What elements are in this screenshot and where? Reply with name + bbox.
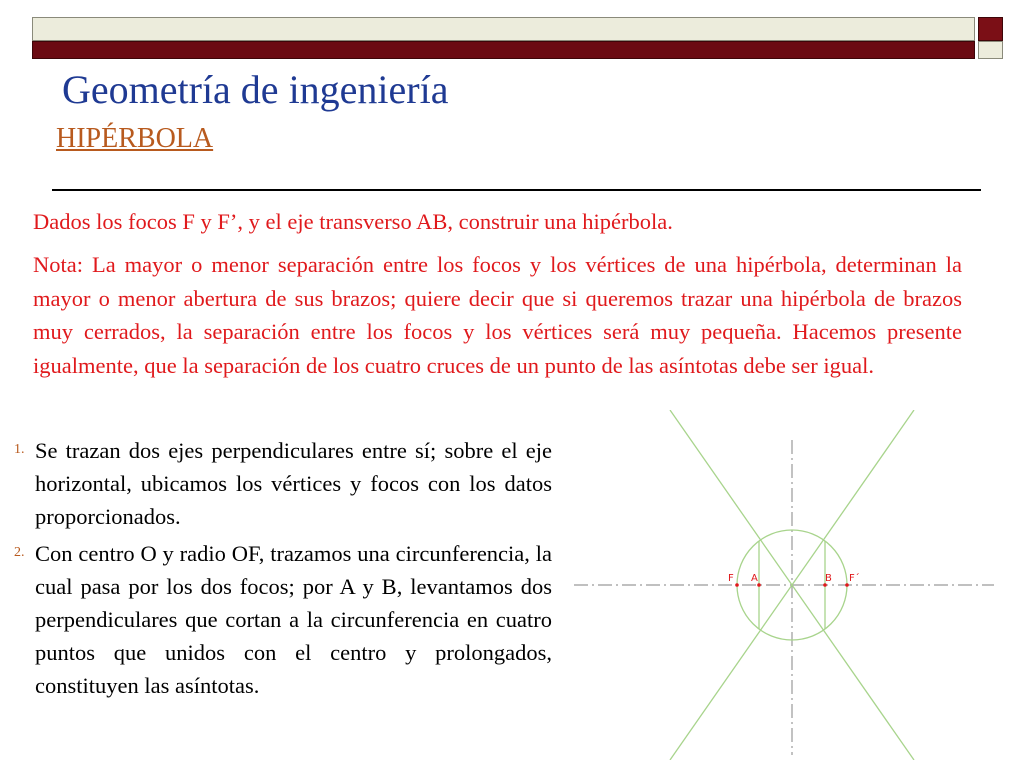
header-band-dark [32,41,975,59]
step-number: 1. [14,442,25,457]
label-f-prime: F´ [849,573,860,584]
label-a: A [751,573,758,584]
label-b: B [825,573,832,584]
divider-line [52,189,981,191]
focus-f-point [735,583,739,587]
step-number: 2. [14,545,25,560]
label-f: F [728,573,734,584]
hyperbola-construction-figure [568,410,1000,760]
slide-subtitle: HIPÉRBOLA [56,123,214,154]
list-item [14,434,552,533]
step-text: Se trazan dos ejes perpendiculares entre sí; sobre el eje horizontal, ubicamos los vértices y focos con los datos proporcionados. [35,438,552,529]
step-text: Con centro O y radio OF, trazamos una circunferencia, la cual pasa por los dos focos; por A y B, levantamos dos perpendiculares que cortan a la circunferencia en cuatro puntos que unidos con el centro y prolongados, constituyen las asíntotas. [35,541,552,698]
note-text: Nota: La mayor o menor separación entre los focos y los vértices de una hipérbola, determinan la mayor o menor abertura de sus brazos; quiere decir que si queremos trazar una hipérbola de brazos muy cerrados, la separación entre los focos y los vértices será muy pequeña. Hacemos presente igualmente, que la separación de los cuatro cruces de un punto de las asíntotas debe ser igual. [33,252,962,378]
intro-text: Dados los focos F y F’, y el eje transverso AB, construir una hipérbola. [33,209,673,234]
corner-square-dark [978,17,1003,41]
list-item [14,537,552,702]
slide-title: Geometría de ingeniería [62,67,449,112]
corner-square-light [978,41,1003,59]
steps-list [14,434,552,706]
header-band-light [32,17,975,41]
